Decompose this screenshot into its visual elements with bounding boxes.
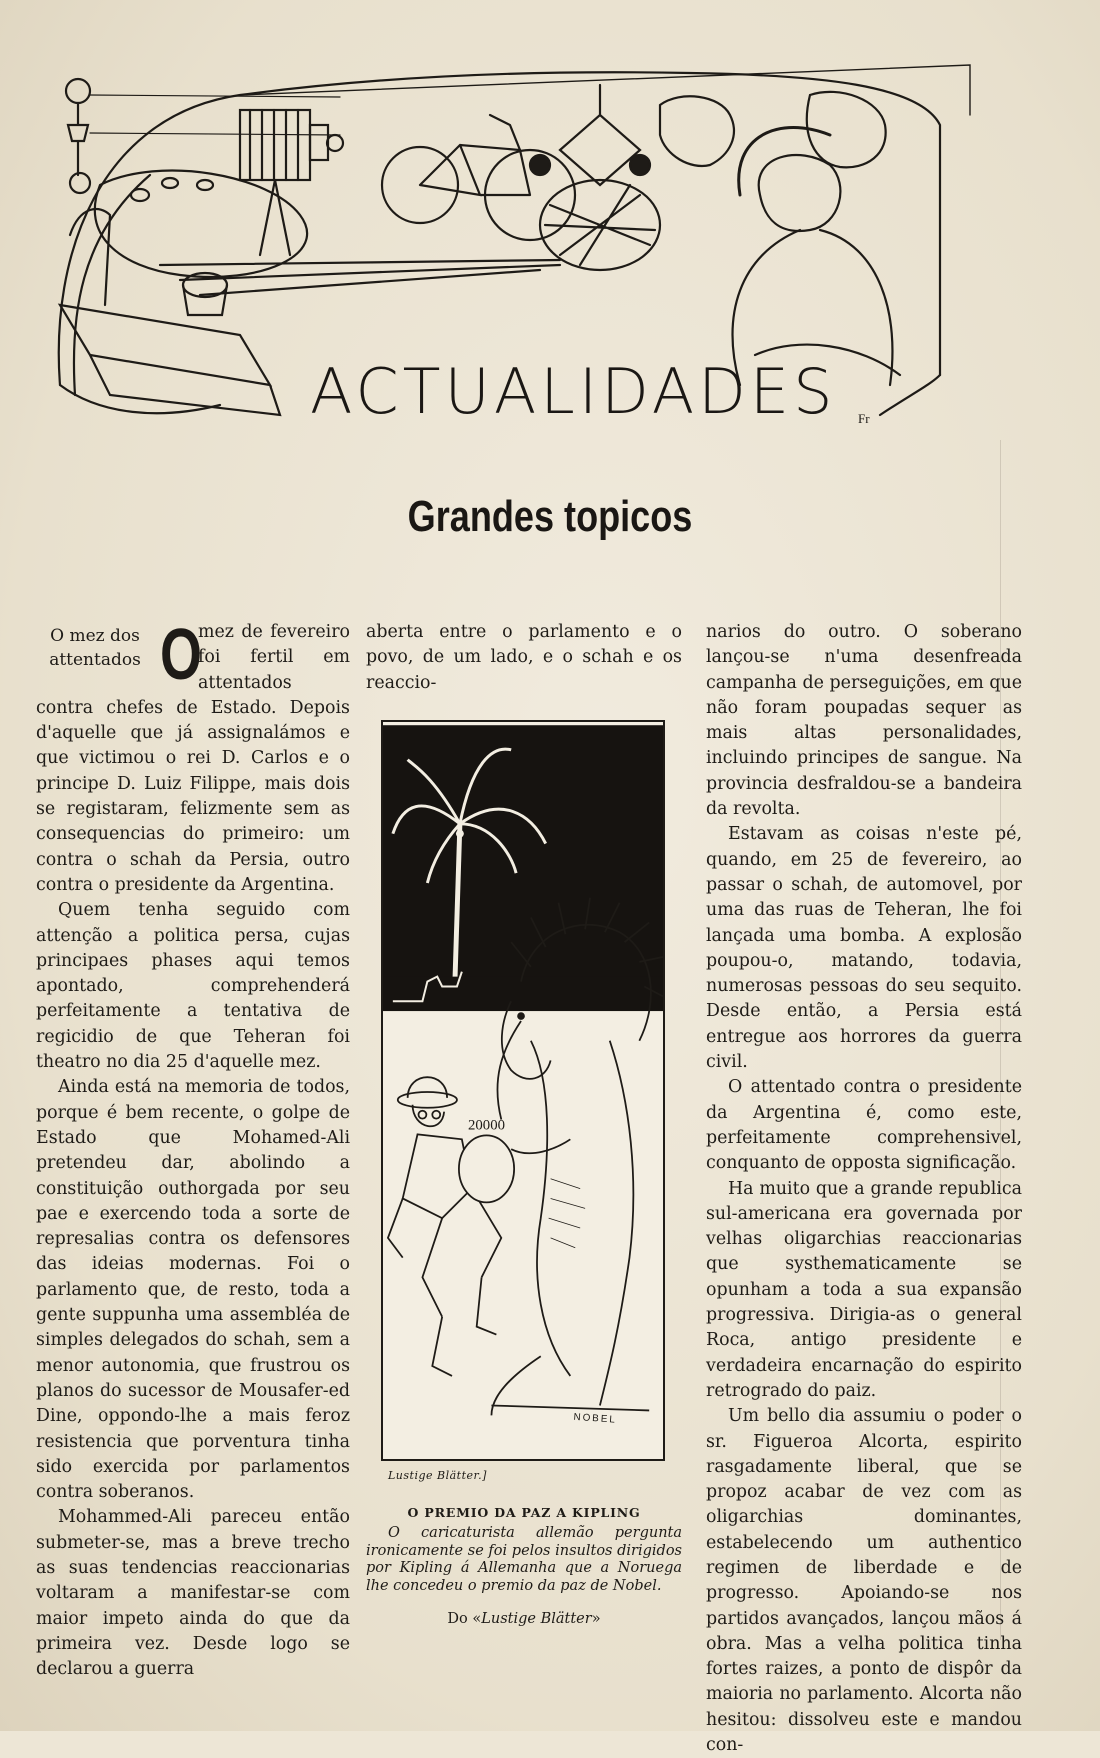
first-paragraph [36, 615, 350, 898]
illustration-credit: Lustige Blätter.] [388, 1468, 487, 1482]
actualidades-banner [40, 55, 1020, 440]
paragraph: Ha muito que a grande republica sul-americana era governada por velhas oligarchias reaccionarias que systhematicamente se opunham a toda a sua expansão progressiva. Dirigia-as o general Roca, antigo presidente e verdadeira encarnação do espirito retrogrado do paiz. [706, 1178, 1022, 1401]
section-title: ACTUALIDADES [310, 355, 837, 428]
source-prefix: Do « [447, 1611, 482, 1628]
caption-source [366, 1607, 682, 1632]
column-1 [36, 615, 350, 1682]
paragraph: Um bello dia assumiu o poder o sr. Figueroa Alcorta, espirito rasgadamente liberal, que se propoz acabar de vez com as oligarchias dominantes, estabelecendo um authentico regimen de liberdade e de progresso. Apoiando-se nos partidos avançados, lançou mãos á obra. Mas a velha politica tinha fortes raizes, a ponto de dispôr da maioria no parlamento. Alcorta não hesitou: dissolveu este e mandou con- [706, 1406, 1022, 1756]
paragraph: Mohammed-Ali pareceu então submeter-se, mas a breve trecho as suas tendencias reaccionarias voltaram a manifestar-se com maior impeto ainda do que da primeira vez. Desde logo se declarou a guerra [36, 1507, 350, 1680]
column-2 [366, 620, 682, 1633]
margin-note: O mez dos attentados [49, 626, 141, 670]
column-3 [706, 620, 1022, 1758]
sack-label: 20000 [468, 1117, 505, 1134]
article-headline: Grandes topicos [407, 492, 693, 541]
paragraph-continuation: aberta entre o parlamento e o povo, de um lado, e o schah e os reaccio- [366, 622, 682, 693]
paragraph: O attentado contra o presidente da Argentina é, como este, perfeitamente comprehensivel, conquanto de opposta significação. [706, 1077, 1022, 1174]
drop-cap: O [160, 615, 203, 695]
cartoon-illustration [381, 720, 665, 1461]
source-name: Lustige Blätter [481, 1611, 592, 1628]
nobel-label: NOBEL [573, 1411, 618, 1426]
source-suffix: » [591, 1611, 601, 1628]
artist-mark: Fr [858, 411, 870, 426]
page-fold-shadow [1000, 440, 1001, 1640]
paragraph: Estavam as coisas n'este pé, quando, em 25 de fevereiro, ao passar o schah, de automovel, por uma das ruas de Teheran, lhe foi lançada uma bomba. A explosão poupou-o, matando, todavia, numerosas pessoas do seu sequito. Desde então, a Persia está entregue aos horrores da guerra civil. [706, 824, 1022, 1073]
paragraph: Quem tenha seguido com attenção a politica persa, cujas principaes phases aqui temos apontado, comprehenderá perfeitamente a tentativa de regicidio de que Teheran foi theatro no dia 25 d'aquelle mez. [36, 900, 350, 1073]
cartoon-drawing [383, 722, 663, 1459]
caption-title: O PREMIO DA PAZ A KIPLING [407, 1505, 641, 1521]
paragraph-text: mez de fevereiro foi fertil em attentados contra chefes de Estado. Depois d'aquelle que já assignalámos e que victimou o rei D. Carlos e o principe D. Luiz Filippe, mais dois se registaram, felizmente sem as consequencias do primeiro: um contra o schah da Persia, outro contra o presidente da Argentina. [36, 622, 350, 895]
caption-body: O caricaturista allemão pergunta ironicamente se foi pelos insultos dirigidos por Kipling á Allemanha que a Noruega lhe concedeu o premio da paz de Nobel. [366, 1525, 682, 1594]
paragraph-continuation: narios do outro. O soberano lançou-se n'uma desenfreada campanha de perseguições, em que não foram poupadas sequer as mais altas personalidades, incluindo principes de sangue. Na provincia desfraldou-se a bandeira da revolta. [706, 622, 1022, 820]
paragraph: Ainda está na memoria de todos, porque é bem recente, o golpe de Estado que Mohamed-Ali pretendeu dar, abolindo a constituição outhorgada por seu pae e exercendo toda a sorte de represalias contra os defensores das ideias modernas. Foi o parlamento que, de resto, toda a gente suppunha uma assembléa de simples delegados do schah, sem a menor autonomia, que frustrou os planos do sucessor de Mousafer-ed Dine, oppondo-lhe a mais feroz resistencia que porventura tinha sido exercida por parlamentos contra soberanos. [36, 1077, 350, 1503]
